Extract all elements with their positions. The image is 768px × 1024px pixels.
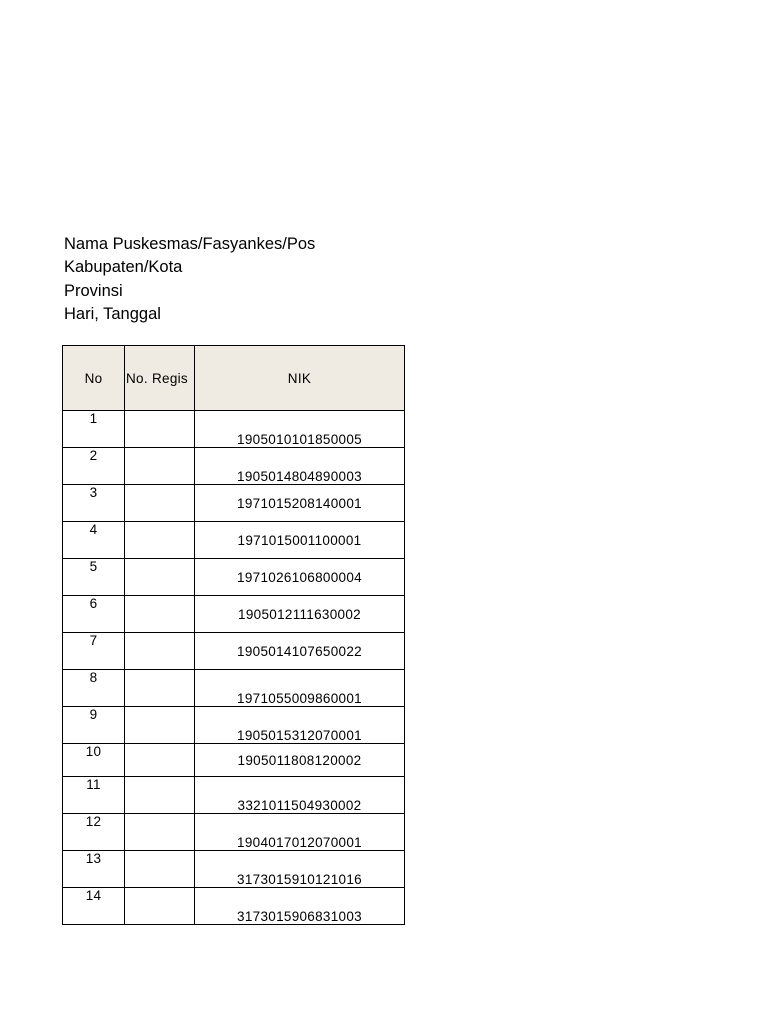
column-header-regis: No. Regis [125, 346, 195, 411]
row-number: 4 [63, 522, 125, 559]
facility-name-label: Nama Puskesmas/Fasyankes/Pos [64, 235, 316, 253]
row-regis [125, 814, 195, 851]
column-header-nik: NIK [195, 346, 405, 411]
row-nik: 1971015001100001 [195, 522, 405, 559]
table-row [63, 485, 405, 522]
row-regis [125, 851, 195, 888]
row-regis [125, 448, 195, 485]
row-regis [125, 522, 195, 559]
table-header-row [63, 346, 405, 411]
table-row [63, 448, 405, 485]
row-nik: 1905011808120002 [195, 744, 405, 777]
table-row [63, 814, 405, 851]
row-number: 14 [63, 888, 125, 925]
table-row [63, 559, 405, 596]
row-nik: 3321011504930002 [195, 777, 405, 814]
row-regis [125, 888, 195, 925]
row-number: 13 [63, 851, 125, 888]
row-number: 11 [63, 777, 125, 814]
column-header-no: No [63, 346, 125, 411]
row-number: 1 [63, 411, 125, 448]
row-number: 7 [63, 633, 125, 670]
facility-info-block [64, 233, 315, 326]
row-regis [125, 707, 195, 744]
row-nik: 1971015208140001 [195, 485, 405, 522]
row-number: 9 [63, 707, 125, 744]
row-nik: 1971026106800004 [195, 559, 405, 596]
table-row [63, 522, 405, 559]
row-number: 6 [63, 596, 125, 633]
table-row [63, 744, 405, 777]
row-nik: 3173015910121016 [195, 851, 405, 888]
row-nik: 1905012111630002 [195, 596, 405, 633]
table-row [63, 633, 405, 670]
row-number: 8 [63, 670, 125, 707]
patient-register-table [62, 345, 405, 925]
row-nik: 1905015312070001 [195, 707, 405, 744]
row-number: 12 [63, 814, 125, 851]
regency-city-label: Kabupaten/Kota [64, 258, 183, 277]
table-row [63, 707, 405, 744]
table-row [63, 596, 405, 633]
row-nik: 1905014107650022 [195, 633, 405, 670]
table-row [63, 670, 405, 707]
row-regis [125, 559, 195, 596]
row-number: 3 [63, 485, 125, 522]
row-regis [125, 485, 195, 522]
table-row [63, 851, 405, 888]
row-nik: 1905014804890003 [195, 448, 405, 485]
row-number: 5 [63, 559, 125, 596]
row-number: 10 [63, 744, 125, 777]
day-date-label: Hari, Tanggal [64, 304, 161, 323]
row-nik: 3173015906831003 [195, 888, 405, 925]
row-nik: 1971055009860001 [195, 670, 405, 707]
province-label: Provinsi [64, 281, 123, 300]
row-number: 2 [63, 448, 125, 485]
row-regis [125, 411, 195, 448]
table-row [63, 888, 405, 925]
row-regis [125, 633, 195, 670]
row-nik: 1905010101850005 [195, 411, 405, 448]
table-row [63, 777, 405, 814]
row-regis [125, 596, 195, 633]
row-nik: 1904017012070001 [195, 814, 405, 851]
row-regis [125, 670, 195, 707]
row-regis [125, 777, 195, 814]
table-row [63, 411, 405, 448]
row-regis [125, 744, 195, 777]
